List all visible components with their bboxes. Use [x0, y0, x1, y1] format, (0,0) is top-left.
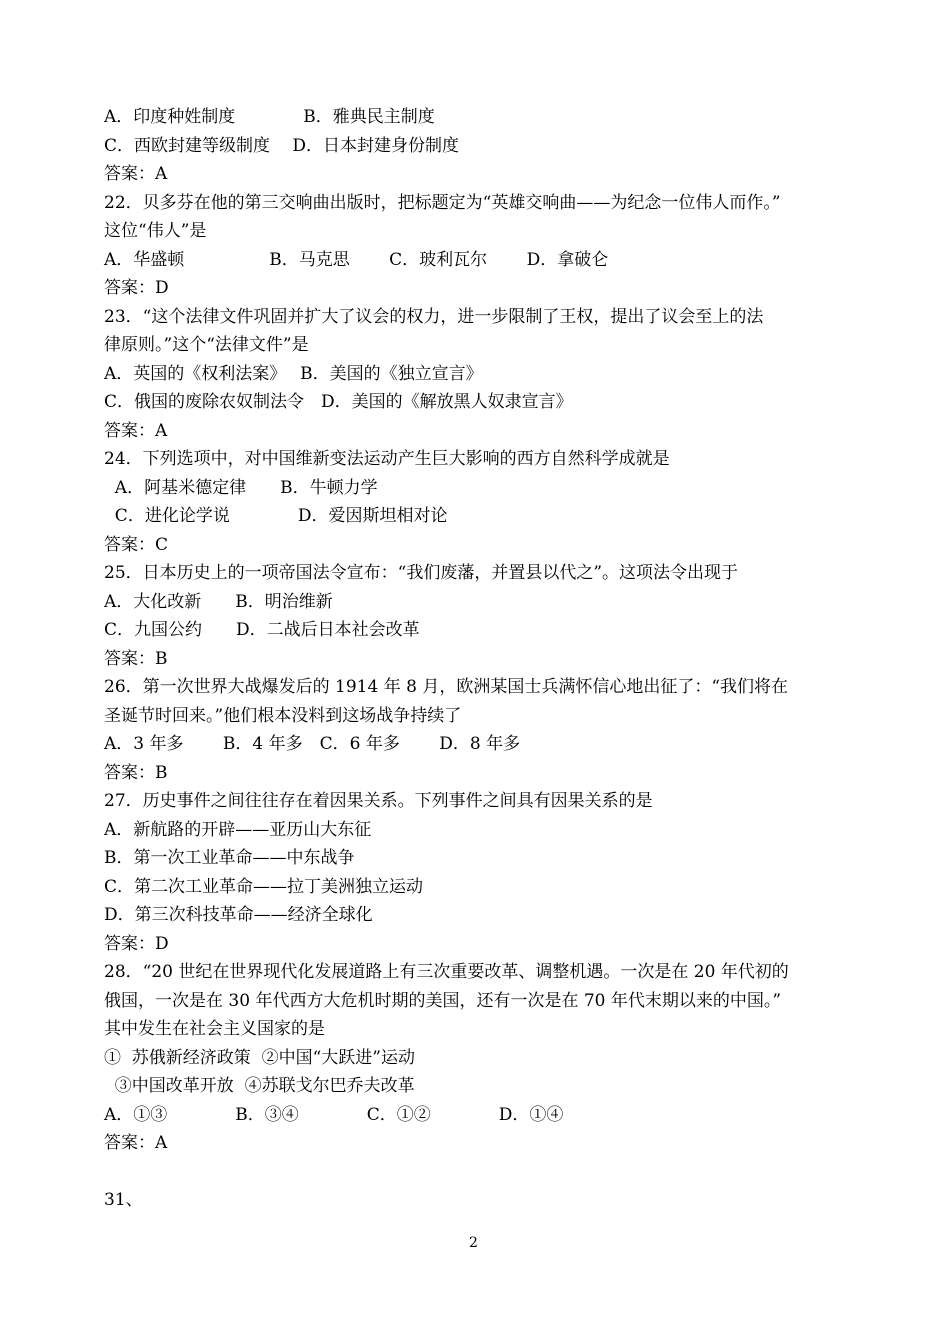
page-number: 2	[469, 1235, 478, 1251]
options-line: A．新航路的开辟——亚历山大东征	[104, 820, 372, 840]
text-line: 俄国，一次是在 30 年代西方大危机时期的美国，还有一次是在 70 年代末期以来的中国。”	[104, 991, 782, 1011]
options-line: A．华盛顿 B．马克思 C．玻利瓦尔 D．拿破仑	[104, 250, 609, 270]
answer-line: 答案：A	[104, 421, 168, 441]
text-line: 这位“伟人”是	[104, 221, 207, 241]
question-27: 27．历史事件之间往往存在着因果关系。下列事件之间具有因果关系的是	[104, 791, 653, 811]
answer-line: 答案：B	[104, 763, 168, 783]
options-line: A．①③ B．③④ C．①② D．①④	[104, 1105, 564, 1125]
question-22: 22．贝多芬在他的第三交响曲出版时，把标题定为“英雄交响曲——为纪念一位伟人而作。”	[104, 193, 781, 213]
question-31: 31、	[104, 1190, 143, 1210]
answer-line: 答案：A	[104, 164, 168, 184]
answer-line: 答案：D	[104, 934, 169, 954]
text-line: ③中国改革开放 ④苏联戈尔巴乔夫改革	[104, 1076, 415, 1096]
options-line: C．进化论学说 D．爱因斯坦相对论	[104, 506, 448, 526]
options-line: B．第一次工业革命——中东战争	[104, 848, 355, 868]
options-line: D．第三次科技革命——经济全球化	[104, 905, 373, 925]
text-line: C．西欧封建等级制度 D．日本封建身份制度	[104, 136, 460, 156]
text-line: ① 苏俄新经济政策 ②中国“大跃进”运动	[104, 1048, 415, 1068]
answer-line: 答案：D	[104, 278, 169, 298]
answer-line: 答案：A	[104, 1133, 168, 1153]
options-line: A．阿基米德定律 B．牛顿力学	[104, 478, 378, 498]
question-25: 25．日本历史上的一项帝国法令宣布：“我们废藩，并置县以代之”。这项法令出现于	[104, 563, 739, 583]
text-line: 圣诞节时回来。”他们根本没料到这场战争持续了	[104, 706, 462, 726]
options-line: A．大化改新 B．明治维新	[104, 592, 333, 612]
options-line: C．第二次工业革命——拉丁美洲独立运动	[104, 877, 424, 897]
options-line: A．英国的《权利法案》 B．美国的《独立宣言》	[104, 364, 483, 384]
question-26: 26．第一次世界大战爆发后的 1914 年 8 月，欧洲某国士兵满怀信心地出征了：“我们将在	[104, 677, 789, 697]
text-line: A．印度种姓制度 B．雅典民主制度	[104, 107, 435, 127]
answer-line: 答案：B	[104, 649, 168, 669]
options-line: C．俄国的废除农奴制法令 D．美国的《解放黑人奴隶宣言》	[104, 392, 573, 412]
options-line: A．3 年多 B．4 年多 C．6 年多 D．8 年多	[104, 734, 521, 754]
question-24: 24．下列选项中，对中国维新变法运动产生巨大影响的西方自然科学成就是	[104, 449, 670, 469]
answer-line: 答案：C	[104, 535, 169, 555]
question-23: 23．“这个法律文件巩固并扩大了议会的权力，进一步限制了王权，提出了议会至上的法	[104, 307, 764, 327]
options-line: C．九国公约 D．二战后日本社会改革	[104, 620, 420, 640]
question-28: 28．“20 世纪在世界现代化发展道路上有三次重要改革、调整机遇。一次是在 20 年代初的	[104, 962, 789, 982]
text-line: 律原则。”这个“法律文件”是	[104, 335, 309, 355]
text-line: 其中发生在社会主义国家的是	[104, 1019, 325, 1039]
